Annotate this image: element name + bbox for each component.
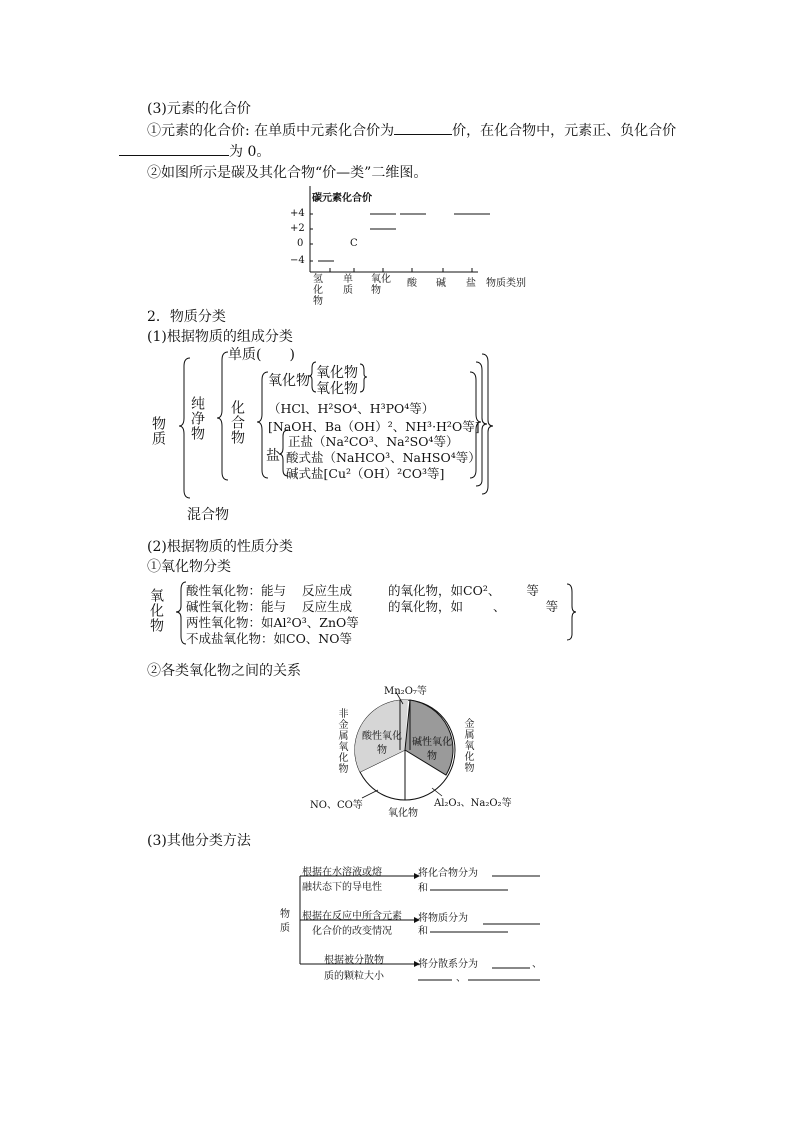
result-dispersion: 将分散系分为 bbox=[418, 959, 478, 970]
basis-redox-bottom: 化合价的改变情况 bbox=[312, 926, 392, 937]
root-substance: 物质 bbox=[150, 416, 166, 446]
properties-heading: (2)根据物质的性质分类 bbox=[147, 539, 293, 555]
basis-conductivity-top: 根据在水溶液或熔 bbox=[302, 867, 382, 878]
ytick-p4: +4 bbox=[290, 208, 305, 219]
valence-line1-cont bbox=[119, 141, 270, 161]
result-electrolyte: 将化合物分为 bbox=[418, 868, 478, 879]
result-redox-and: 和 bbox=[418, 926, 428, 937]
result-dispersion-sep2: 、 bbox=[456, 973, 466, 984]
basic-b: 反应生成 bbox=[302, 599, 353, 614]
label-neutral-examples: NO、CO等 bbox=[310, 800, 363, 811]
acid-row: （HCl、H²SO⁴、H³PO⁴等） bbox=[268, 401, 435, 416]
acidic-d: 等 bbox=[526, 583, 539, 598]
chart-ylabel: 碳元素化合价 bbox=[312, 193, 372, 204]
other-heading: (3)其他分类方法 bbox=[147, 833, 251, 849]
basic-a: 碱性氧化物：能与 bbox=[186, 599, 287, 614]
cat-salt: 盐 bbox=[466, 278, 476, 289]
other-root: 物质 bbox=[280, 909, 290, 934]
label-oxide-total: 氧化物 bbox=[388, 808, 418, 819]
other-tree bbox=[278, 862, 548, 986]
carbon-chart bbox=[280, 182, 540, 307]
node-compound: 化合物 bbox=[229, 400, 245, 445]
acidic-b: 反应生成 bbox=[302, 583, 353, 598]
valence-line1 bbox=[147, 120, 676, 140]
basic-e: 等 bbox=[545, 599, 559, 614]
result-redox: 将物质分为 bbox=[418, 913, 468, 924]
label-mn2o7: Mn₂O₇等 bbox=[384, 686, 427, 697]
acidic-c: 的氧化物，如CO²、 bbox=[388, 583, 501, 598]
cat-acid: 酸 bbox=[407, 278, 417, 289]
amphoteric-oxide-row: 两性氧化物：如Al²O³、ZnO等 bbox=[186, 615, 359, 630]
elemental-label: 单质( bbox=[228, 347, 262, 363]
blank-elemental-types[interactable] bbox=[261, 345, 289, 359]
oxide-root: 氧化物 bbox=[148, 588, 164, 633]
basic-c: 的氧化物，如 bbox=[388, 599, 464, 614]
relation-heading: ②各类氧化物之间的关系 bbox=[147, 663, 301, 679]
basic-salt: 碱式盐[Cu²（OH）²CO³等] bbox=[286, 466, 445, 481]
valence-heading: (3)元素的化合价 bbox=[147, 101, 251, 117]
node-elemental bbox=[228, 344, 295, 364]
elemental-close: ) bbox=[289, 347, 295, 363]
blank-valence-sum[interactable] bbox=[119, 141, 229, 156]
normal-salt: 正盐（Na²CO³、Na²SO⁴等） bbox=[288, 434, 459, 449]
ytick-p2: +2 bbox=[290, 223, 305, 234]
cat-base: 碱 bbox=[436, 278, 446, 289]
base-row: [NaOH、Ba（OH）²、NH³·H²O等] bbox=[268, 419, 480, 434]
label-metal-oxide: 金属氧化物 bbox=[462, 718, 473, 773]
node-pure: 纯净物 bbox=[189, 396, 205, 441]
node-mixture: 混合物 bbox=[187, 507, 229, 523]
basis-particle-bottom: 质的颗粒大小 bbox=[324, 971, 384, 982]
node-salt: 盐 bbox=[266, 448, 280, 464]
oxide-relation-diagram bbox=[300, 680, 530, 820]
result-electrolyte-and: 和 bbox=[418, 883, 428, 894]
valence-line1-c: 为 0。 bbox=[229, 144, 271, 160]
node-oxide: 氧化物 bbox=[268, 373, 310, 389]
basic-d: 、 bbox=[493, 599, 506, 614]
point-carbon: C bbox=[350, 238, 358, 249]
cat-oxide: 氧化物 bbox=[371, 274, 391, 296]
acidic-a: 酸性氧化物：能与 bbox=[186, 583, 287, 598]
valence-line2: ②如图所示是碳及其化合物“价—类”二维图。 bbox=[147, 165, 428, 181]
label-acidic-oxide: 酸性氧化物 bbox=[362, 731, 402, 756]
basis-conductivity-bottom: 融状态下的导电性 bbox=[302, 882, 382, 893]
acid-salt: 酸式盐（NaHCO³、NaHSO⁴等） bbox=[286, 450, 481, 465]
valence-line1-b: 价，在化合物中，元素正、负化合价 bbox=[452, 123, 677, 139]
chart-xlabel: 物质类别 bbox=[486, 278, 526, 289]
oxide-class-heading: ①氧化物分类 bbox=[147, 559, 231, 575]
classification-heading: 2．物质分类 bbox=[147, 309, 226, 325]
valence-line1-a: ①元素的化合价: 在单质中元素化合价为 bbox=[147, 123, 395, 139]
label-basic-oxide: 碱性氧化物 bbox=[412, 737, 452, 762]
label-amphoteric-examples: Al₂O₃、Na₂O₂等 bbox=[434, 798, 512, 809]
composition-tree bbox=[140, 344, 520, 524]
blank-elemental-valence[interactable] bbox=[394, 120, 452, 135]
oxide-class-tree bbox=[140, 578, 590, 650]
result-dispersion-sep1: 、 bbox=[532, 959, 542, 970]
basis-particle-top: 根据被分散物 bbox=[324, 955, 384, 966]
neutral-oxide-row: 不成盐氧化物：如CO、NO等 bbox=[186, 631, 352, 646]
composition-heading: (1)根据物质的组成分类 bbox=[147, 329, 293, 345]
ytick-m4: −4 bbox=[290, 255, 305, 266]
basis-redox-top: 根据在反应中所含元素 bbox=[302, 911, 402, 922]
label-nonmetal-oxide: 非金属氧化物 bbox=[336, 708, 347, 774]
oxide-sub1-label: 氧化物 bbox=[316, 365, 358, 381]
oxide-sub2 bbox=[316, 378, 358, 398]
cat-hydride: 氢化物 bbox=[313, 274, 323, 307]
ytick-0: 0 bbox=[297, 238, 304, 249]
oxide-sub2-label: 氧化物 bbox=[316, 381, 358, 397]
cat-elemental: 单质 bbox=[343, 274, 353, 296]
